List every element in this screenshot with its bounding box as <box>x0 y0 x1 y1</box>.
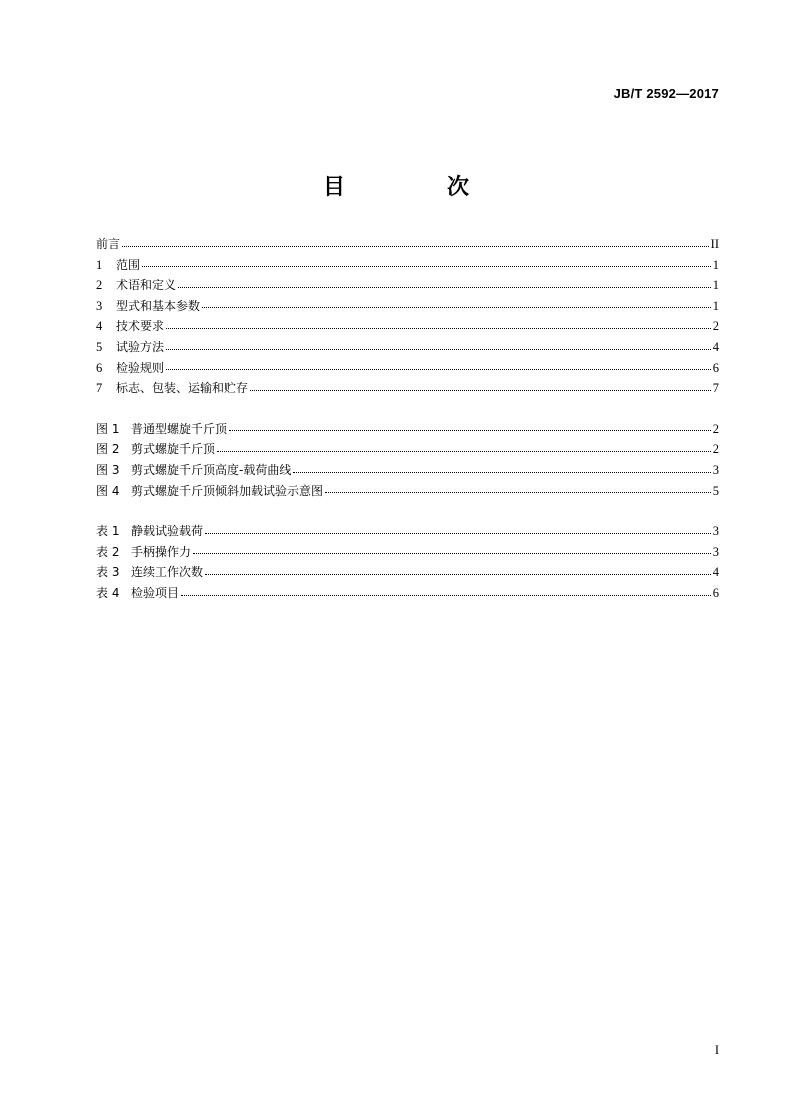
toc-entry-section-7[interactable] <box>96 378 719 399</box>
toc-leader-dots <box>202 306 711 308</box>
toc-entry-table-3[interactable] <box>96 562 719 583</box>
toc-entry-label: 剪式螺旋千斤顶 <box>131 442 216 457</box>
toc-entry-label: 剪式螺旋千斤顶倾斜加载试验示意图 <box>131 483 324 498</box>
toc-entry-section-4[interactable] <box>96 316 719 337</box>
toc-entry-section-5[interactable] <box>96 337 719 358</box>
toc-entry-label: 检验规则 <box>116 360 165 375</box>
toc-entry-table-4[interactable] <box>96 583 719 604</box>
toc-entry-label: 剪式螺旋千斤顶高度-载荷曲线 <box>131 462 292 477</box>
table-of-contents <box>96 234 719 604</box>
toc-entry-page: 1 <box>712 257 719 272</box>
toc-entry-label: 术语和定义 <box>116 278 177 293</box>
toc-entry-page: 2 <box>712 319 719 334</box>
toc-entry-section-6[interactable] <box>96 358 719 379</box>
toc-entry-number: 1 <box>96 257 103 272</box>
toc-tables <box>96 521 719 603</box>
toc-leader-dots <box>193 552 711 554</box>
toc-entry-page: 6 <box>712 360 719 375</box>
toc-entry-number: 7 <box>96 381 103 396</box>
toc-sections <box>96 234 719 399</box>
toc-entry-page: 4 <box>712 565 719 580</box>
toc-entry-number: 图 1 <box>96 421 120 436</box>
toc-leader-dots <box>178 286 711 288</box>
toc-entry-table-2[interactable] <box>96 542 719 563</box>
toc-entry-number: 6 <box>96 360 103 375</box>
toc-entry-number: 表 1 <box>96 524 120 539</box>
toc-entry-label: 普通型螺旋千斤顶 <box>131 421 228 436</box>
page-title: 目 次 <box>322 175 509 200</box>
toc-entry-page: 2 <box>712 442 719 457</box>
toc-entry-page: 7 <box>712 381 719 396</box>
toc-leader-dots <box>122 245 709 247</box>
toc-leader-dots <box>325 491 711 493</box>
toc-entry-label: 手柄操作力 <box>131 544 192 559</box>
toc-entry-number: 图 4 <box>96 483 120 498</box>
toc-entry-figure-2[interactable] <box>96 439 719 460</box>
toc-entry-number: 表 4 <box>96 585 120 600</box>
toc-entry-page: 4 <box>712 339 719 354</box>
toc-leader-dots <box>217 450 711 452</box>
toc-leader-dots <box>205 532 711 534</box>
toc-entry-label: 标志、包装、运输和贮存 <box>116 381 249 396</box>
toc-entry-label: 静载试验载荷 <box>131 524 204 539</box>
toc-leader-dots <box>181 594 711 596</box>
toc-entry-figure-4[interactable] <box>96 481 719 502</box>
toc-entry-section-3[interactable] <box>96 296 719 317</box>
toc-entry-number: 图 2 <box>96 442 120 457</box>
toc-entry-number: 图 3 <box>96 462 120 477</box>
toc-entry-label: 前言 <box>96 237 121 251</box>
toc-entry-page: II <box>710 237 719 251</box>
toc-entry-page: 5 <box>712 483 719 498</box>
toc-entry-page: 6 <box>712 585 719 600</box>
toc-leader-dots <box>250 389 711 391</box>
toc-entry-page: 1 <box>712 278 719 293</box>
toc-entry-table-1[interactable] <box>96 521 719 542</box>
toc-entry-page: 3 <box>712 524 719 539</box>
toc-entry-label: 技术要求 <box>116 319 165 334</box>
toc-entry-page: 3 <box>712 544 719 559</box>
toc-entry-label: 连续工作次数 <box>131 565 204 580</box>
toc-figures <box>96 419 719 501</box>
toc-entry-number: 3 <box>96 298 103 313</box>
toc-entry-label: 检验项目 <box>131 585 180 600</box>
toc-entry-foreword[interactable] <box>96 234 719 255</box>
toc-entry-number: 4 <box>96 319 103 334</box>
toc-leader-dots <box>166 348 711 350</box>
toc-leader-dots <box>142 265 711 267</box>
toc-entry-page: 3 <box>712 462 719 477</box>
toc-entry-figure-3[interactable] <box>96 460 719 481</box>
toc-entry-page: 1 <box>712 298 719 313</box>
toc-leader-dots <box>229 429 711 431</box>
toc-entry-section-2[interactable] <box>96 275 719 296</box>
toc-entry-label: 范围 <box>116 257 141 272</box>
toc-entry-section-1[interactable] <box>96 255 719 276</box>
toc-entry-number: 2 <box>96 278 103 293</box>
toc-entry-number: 5 <box>96 339 103 354</box>
toc-entry-label: 试验方法 <box>116 339 165 354</box>
toc-leader-dots <box>293 471 710 473</box>
toc-leader-dots <box>166 327 711 329</box>
toc-leader-dots <box>205 573 711 575</box>
toc-entry-label: 型式和基本参数 <box>116 298 201 313</box>
toc-entry-number: 表 3 <box>96 565 120 580</box>
toc-entry-page: 2 <box>712 421 719 436</box>
toc-leader-dots <box>166 368 711 370</box>
toc-entry-figure-1[interactable] <box>96 419 719 440</box>
standard-code: JB/T 2592—2017 <box>613 86 719 101</box>
toc-entry-number: 表 2 <box>96 544 120 559</box>
page-number: I <box>714 1043 719 1057</box>
